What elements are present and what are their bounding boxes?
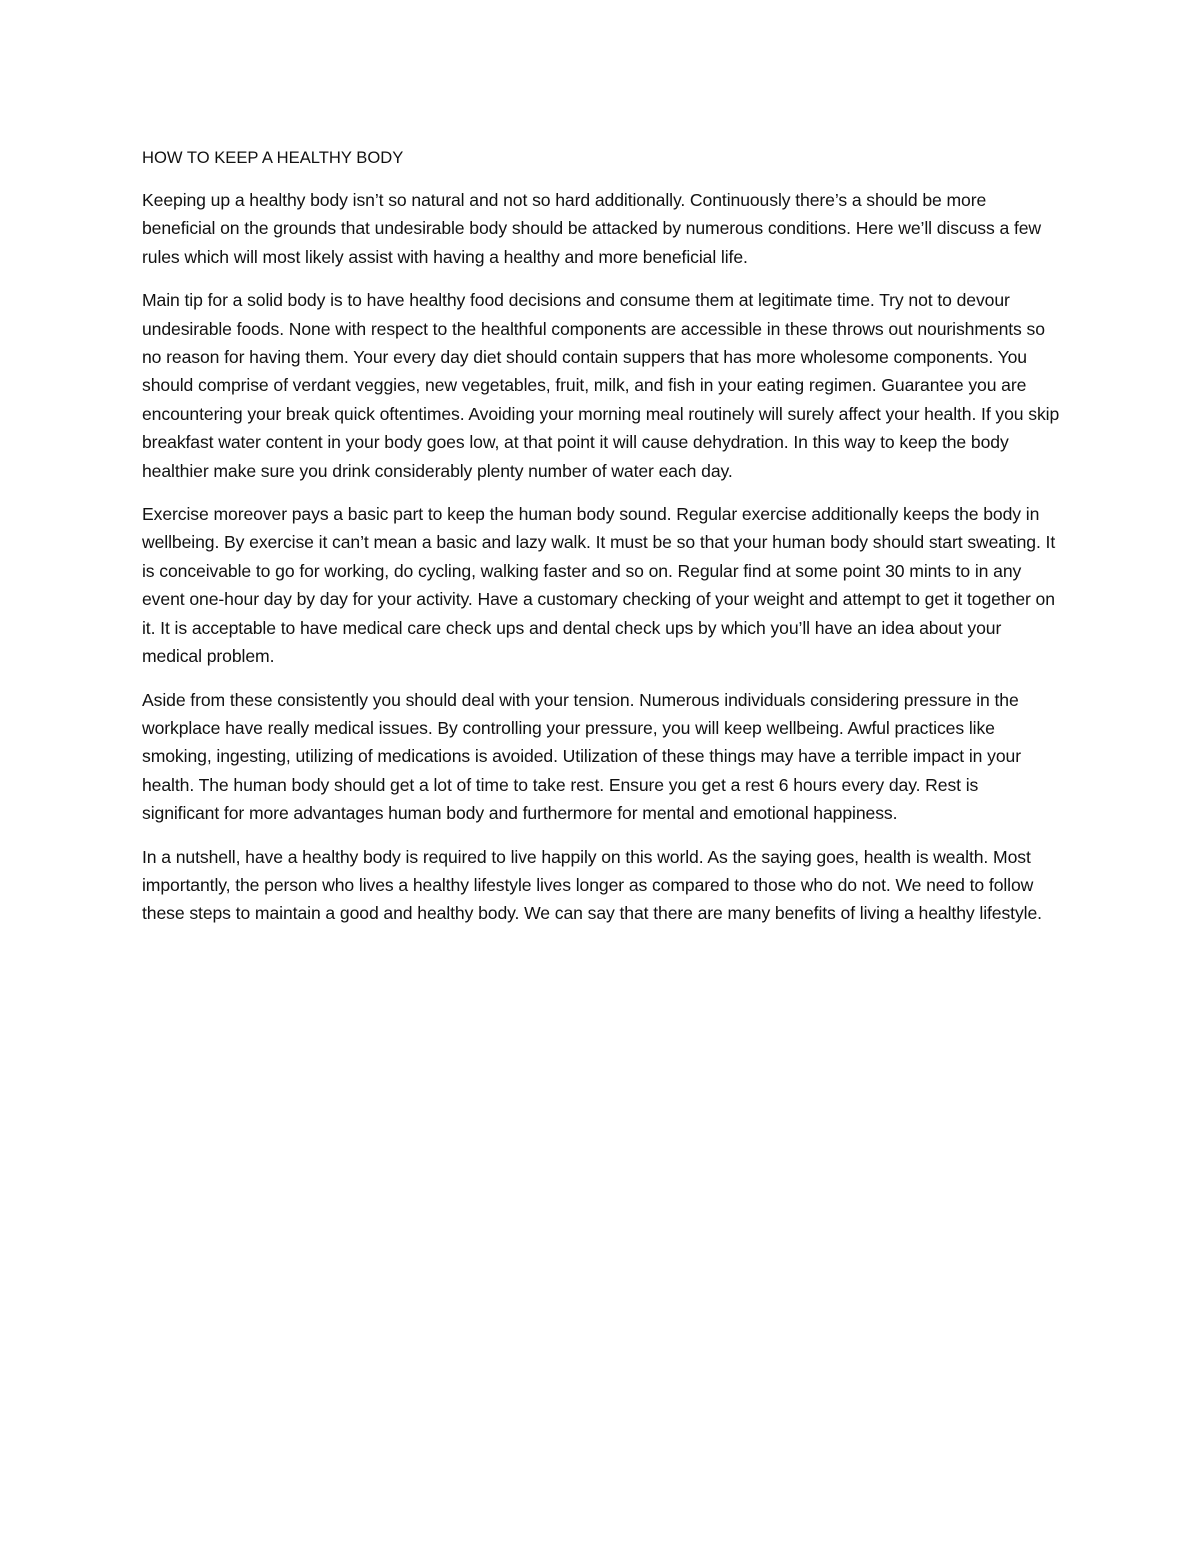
paragraph-stress-rest: Aside from these consistently you should deal with your tension. Numerous individuals considering pressure in the workplace have really medical issues. By controlling your pressure, you will keep wellbeing. Awful practices like smoking, ingesting, utilizing of medications is avoided. Utilization of these things may have a terrible impact in your health. The human body should get a lot of time to take rest. Ensure you get a rest 6 hours every day. Rest is significant for more advantages human body and furthermore for mental and emotional happiness. <box>142 689 1021 824</box>
paragraph-exercise: Exercise moreover pays a basic part to keep the human body sound. Regular exercise additionally keeps the body in wellbeing. By exercise it can’t mean a basic and lazy walk. It must be so that your human body should start sweating. It is conceivable to go for working, do cycling, walking faster and so on. Regular find at some point 30 mints to in any event one-hour day by day for your activity. Have a customary checking of your weight and attempt to get it together on it. It is acceptable to have medical care check ups and dental check ups by which you’ll have an idea about your medical problem. <box>142 504 1056 667</box>
document-title: HOW TO KEEP A HEALTHY BODY <box>142 148 404 167</box>
paragraph-conclusion: In a nutshell, have a healthy body is required to live happily on this world. As the saying goes, health is wealth. Most importantly, the person who lives a healthy lifestyle lives longer as compared to those who do not. We need to follow these steps to maintain a good and healthy body. We can say that there are many benefits of living a healthy lifestyle. <box>142 846 1042 924</box>
paragraph-intro: Keeping up a healthy body isn’t so natural and not so hard additionally. Continuously there’s a should be more beneficial on the grounds that undesirable body should be attacked by numerous conditions. Here we’ll discuss a few rules which will most likely assist with having a healthy and more beneficial life. <box>142 190 1042 267</box>
document-body <box>142 144 1060 943</box>
paragraph-diet: Main tip for a solid body is to have healthy food decisions and consume them at legitimate time. Try not to devour undesirable foods. None with respect to the healthful components are accessible in these throws out nourishments so no reason for having them. Your every day diet should contain suppers that has more wholesome components. You should comprise of verdant veggies, new vegetables, fruit, milk, and fish in your eating regimen. Guarantee you are encountering your break quick oftentimes. Avoiding your morning meal routinely will surely affect your health. If you skip breakfast water content in your body goes low, at that point it will cause dehydration. In this way to keep the body healthier make sure you drink considerably plenty number of water each day. <box>142 290 1060 481</box>
